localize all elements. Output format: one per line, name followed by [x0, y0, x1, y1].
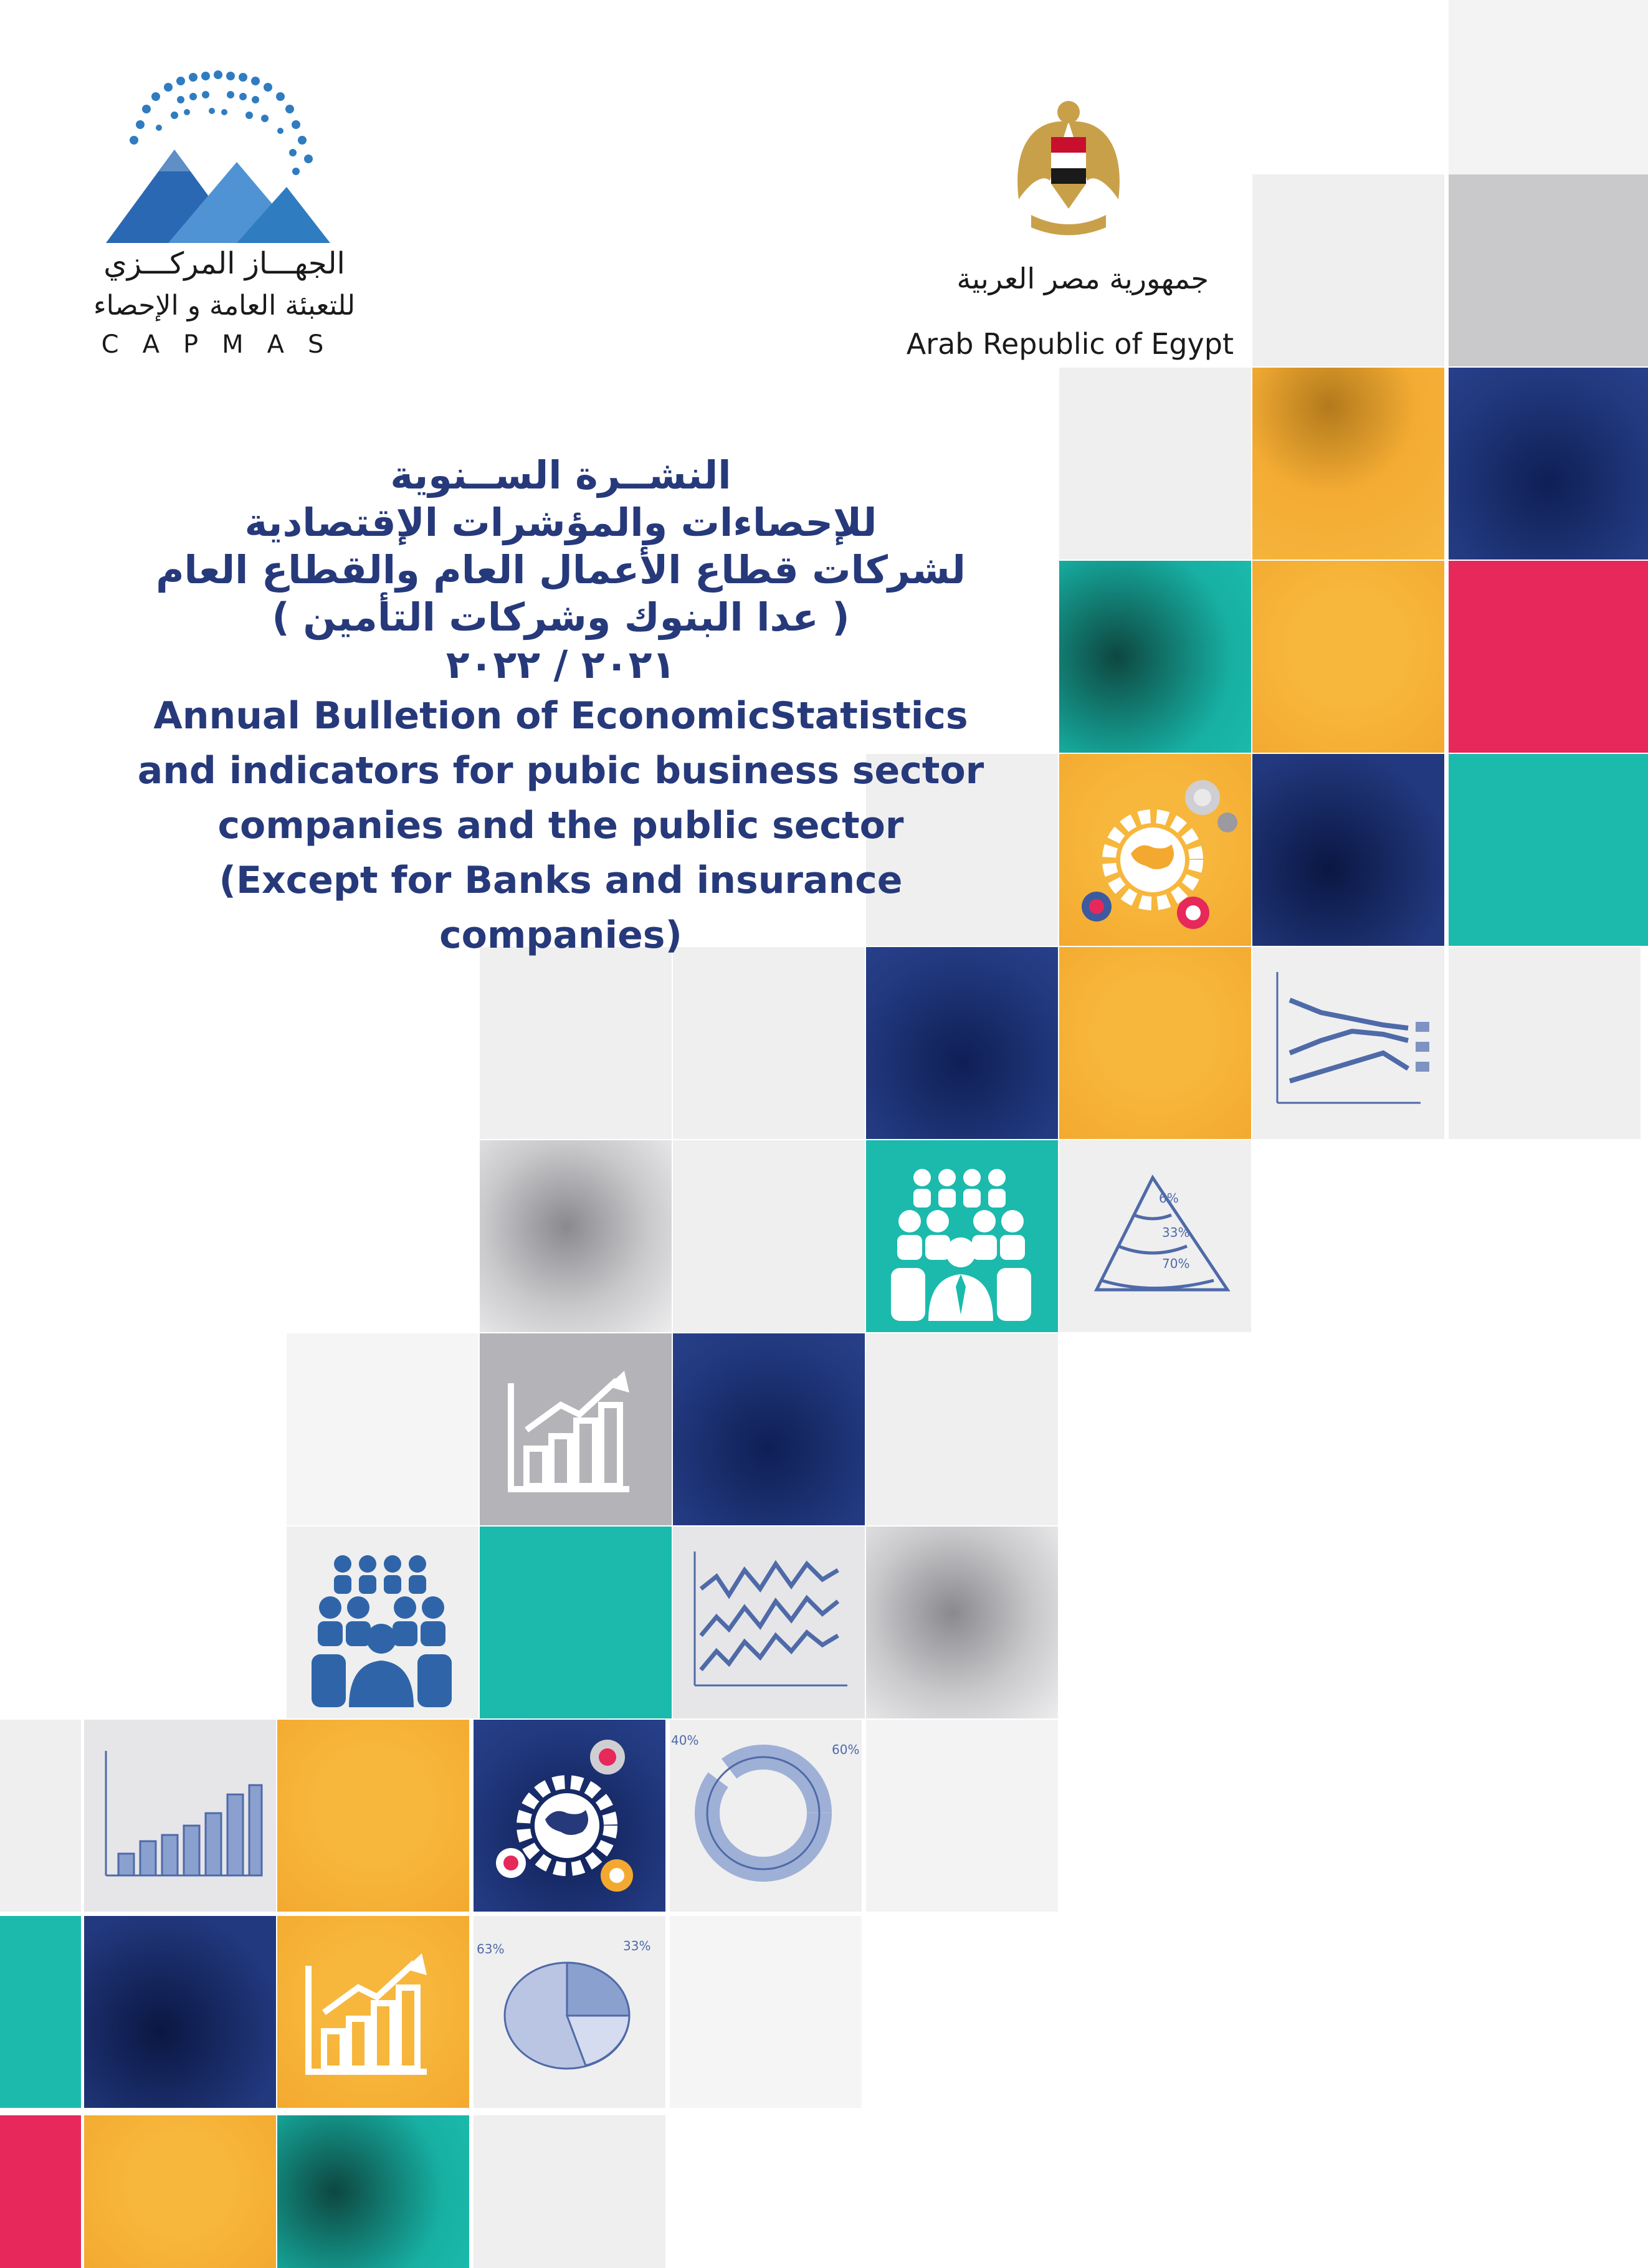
tile — [1449, 368, 1648, 560]
tile — [866, 1333, 1058, 1525]
bulletin-title — [93, 452, 1028, 963]
capmas-name-ar-line1: الجهـــاز المركـــزي — [103, 246, 345, 281]
tile — [1449, 754, 1648, 946]
tile — [480, 1140, 672, 1332]
tile — [673, 947, 865, 1139]
title-ar-line: لشركات قطاع الأعمال العام والقطاع العام — [156, 547, 966, 593]
tile — [1449, 947, 1641, 1139]
gear-globe-icon — [1059, 754, 1251, 946]
wave-chart-icon — [673, 1527, 865, 1718]
pyramid-label-2: 33% — [1162, 1225, 1190, 1240]
capmas-name-en: CAPMAS — [101, 330, 348, 359]
tile — [1449, 174, 1648, 366]
tile — [1252, 754, 1444, 946]
donut-chart-icon — [670, 1720, 862, 1912]
tile — [1059, 947, 1251, 1139]
donut-label-2: 60% — [832, 1742, 860, 1757]
crowd-tile — [866, 1140, 1058, 1332]
tile — [277, 1720, 469, 1912]
tile — [1059, 561, 1251, 753]
title-ar-line: للإحصاءات والمؤشرات الإقتصادية — [244, 500, 877, 545]
capmas-name-ar-line2: للتعبئة العامة و الإحصاء — [93, 290, 356, 322]
tile — [673, 1140, 865, 1332]
title-en-line: (Except for Banks and insurance companies) — [219, 859, 903, 957]
wave-chart-tile — [673, 1527, 865, 1718]
tile — [1252, 174, 1444, 366]
gear-globe-icon — [474, 1720, 665, 1912]
bar-chart-icon — [84, 1720, 276, 1912]
tile — [866, 1720, 1058, 1912]
pie-chart-icon — [474, 1916, 665, 2108]
bar-chart-arrow-icon — [277, 1916, 469, 2108]
title-en-line: and indicators for pubic business sector — [137, 749, 984, 793]
tile — [1252, 368, 1444, 560]
gear-globe-tile — [1059, 754, 1251, 946]
republic-name-en: Arab Republic of Egypt — [906, 327, 1234, 361]
donut-label-1: 40% — [671, 1733, 699, 1748]
tile — [673, 1333, 865, 1525]
pyramid-label-1: 6% — [1159, 1191, 1179, 1206]
tile — [480, 1527, 672, 1718]
tile — [84, 1916, 276, 2108]
bar-chart-arrow-icon — [480, 1333, 672, 1525]
line-chart-tile — [1252, 947, 1444, 1139]
tile — [480, 947, 672, 1139]
crowd-blue-tile — [287, 1527, 479, 1718]
title-en-line: companies and the public sector — [217, 804, 904, 847]
tile — [287, 1333, 479, 1525]
tile — [84, 2115, 276, 2268]
bar-arrow-tile — [480, 1333, 672, 1525]
crowd-icon — [287, 1527, 479, 1718]
crowd-icon — [866, 1140, 1058, 1332]
title-ar-line: النشــرة الســنوية — [390, 452, 731, 498]
republic-name-ar: جمهورية مصر العربية — [956, 262, 1209, 295]
tile — [1449, 0, 1648, 174]
tile — [0, 1916, 81, 2108]
eagle-emblem — [1006, 93, 1131, 249]
tile — [474, 2115, 665, 2268]
tile — [866, 1527, 1058, 1718]
bar-chart-tile — [84, 1720, 276, 1912]
tile — [670, 1916, 862, 2108]
capmas-logo-icon — [81, 62, 368, 249]
pie-label-1: 63% — [477, 1942, 505, 1956]
pyramid-chart-icon — [1059, 1140, 1251, 1332]
bar-arrow-tile — [277, 1916, 469, 2108]
title-ar-line: ( عدا البنوك وشركات التأمين ) — [272, 594, 850, 640]
title-ar-year: ٢٠٢١ / ٢٠٢٢ — [445, 642, 676, 687]
tile — [1059, 368, 1251, 560]
tile — [866, 947, 1058, 1139]
line-chart-icon — [1252, 947, 1444, 1139]
pyramid-tile — [1059, 1140, 1251, 1332]
title-en-line: Annual Bulletion of EconomicStatistics — [153, 694, 968, 738]
eagle-emblem-icon — [1006, 93, 1131, 249]
donut-tile — [670, 1720, 862, 1912]
tile — [0, 2115, 81, 2268]
pie-label-2: 33% — [623, 1938, 651, 1953]
pie-tile — [474, 1916, 665, 2108]
gear-globe-tile — [474, 1720, 665, 1912]
tile — [1449, 561, 1648, 753]
tile — [1252, 561, 1444, 753]
tile — [277, 2115, 469, 2268]
pyramid-label-3: 70% — [1162, 1256, 1190, 1271]
tile — [0, 1720, 81, 1912]
